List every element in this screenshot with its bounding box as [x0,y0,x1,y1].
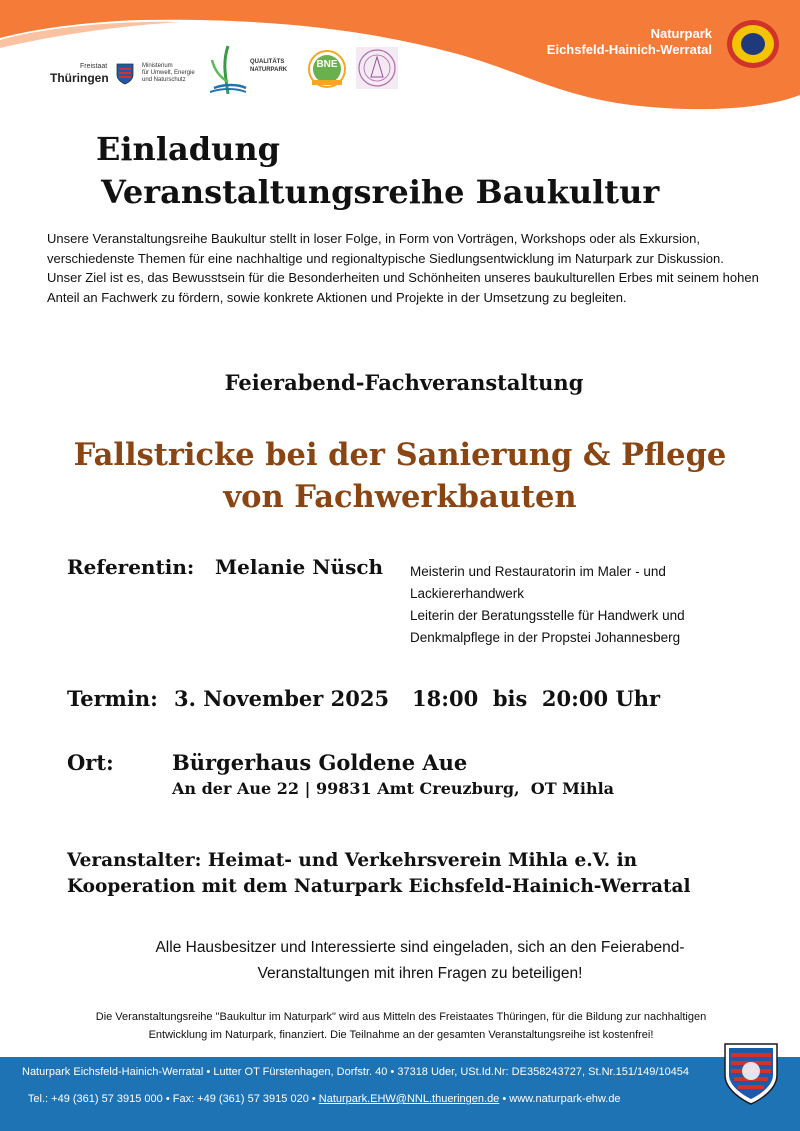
speaker-label: Referentin: [67,555,195,579]
ministry-line: für Umwelt, Energie [142,70,195,76]
invitation-line-2: Veranstaltungen mit ihren Fragen zu beteiligen! [257,965,583,982]
event-title [0,434,800,518]
funding-line-1: Die Veranstaltungsreihe "Baukultur im Naturpark" wird aus Mitteln des Freistaates Thüringen, für die Bildung zur nachhaltigen [95,1011,707,1023]
invitation-text [0,935,800,987]
ministry-text [142,63,195,84]
time-value: 18:00 bis 20:00 Uhr [412,686,661,711]
invitation-line-1: Alle Hausbesitzer und Interessierte sind eingeladen, sich an den Feierabend- [155,939,685,956]
place-address: An der Aue 22 | 99831 Amt Creuzburg, OT Mihla [172,779,615,798]
organizer-line-2: Kooperation mit dem Naturpark Eichsfeld-Hainich-Werratal [67,876,691,897]
speaker-desc-line: Meisterin und Restauratorin im Maler - und [410,564,666,579]
event-title-line-2: von Fachwerkbauten [223,479,577,515]
qualitaets-logo-text [250,58,287,74]
speaker-desc-line: Denkmalpflege in der Propstei Johannesberg [410,630,681,645]
place-name: Bürgerhaus Goldene Aue [172,750,468,775]
event-type: Feierabend-Fachveranstaltung [224,370,584,395]
footer-email-link[interactable]: Naturpark.EHW@NNL.thueringen.de [318,1093,500,1105]
thueringen-logo [48,63,138,89]
organizer-line-1: Veranstalter: Heimat- und Verkehrsverein Mihla e.V. in [67,850,638,871]
heading-einladung: Einladung [96,130,280,168]
funding-line-2: Entwicklung im Naturpark, finanziert. Die Teilnahme an der gesamten Veranstaltungsreihe ist kostenfrei! [148,1029,654,1041]
thueringen-logo-line2: Thüringen [50,71,109,85]
ministry-line: Ministerium [142,63,173,69]
heimatverein-stamp-icon [356,47,398,89]
intro-paragraph-2: Unser Ziel ist es, das Bewusstsein für die Besonderheiten und Schönheiten unseres baukulturellen Erbes mit seinem hohen Anteil an Fachwerk zu fördern, sowie konkrete Aktionen und Projekte in der Umsetzung zu begleiten. [47,270,759,305]
footer-phone-fax: Tel.: +49 (361) 57 3915 000 • Fax: +49 (361) 57 3915 020 • [27,1093,319,1105]
bne-logo-text: BNE [316,59,338,70]
speaker-desc-line: Leiterin der Beratungsstelle für Handwerk und [410,608,685,623]
intro-text [47,229,763,307]
thueringen-coat-of-arms-icon [722,1041,780,1107]
qualitaets-line1: QUALITÄTS [250,59,285,65]
qualitaets-naturpark-logo-icon [208,42,248,96]
naturpark-emblem-icon [725,18,781,70]
thueringen-logo-line1: Freistaat [80,63,108,70]
footer-address: Naturpark Eichsfeld-Hainich-Werratal • Lutter OT Fürstenhagen, Dorfstr. 40 • 37318 Uder, USt.Id.Nr: DE358243727, St.Nr.151/149/10454 [22,1066,690,1078]
qualitaets-line2: NATURPARK [250,67,288,73]
organizer [67,848,691,900]
heading-veranstaltungsreihe: Veranstaltungsreihe Baukultur [101,173,660,211]
intro-paragraph-1: Unsere Veranstaltungsreihe Baukultur stellt in loser Folge, in Form von Vorträgen, Workshops oder als Exkursion, verschiedenste Themen für eine nachhaltige und regionaltypische Siedlungsentwicklung im Naturpark zur Diskussion. [47,231,724,266]
place-label: Ort: [67,750,114,775]
ministry-line: und Naturschutz [142,77,186,83]
thueringen-crest-icon [116,63,134,85]
speaker-name: Melanie Nüsch [215,555,384,579]
date-label: Termin: [67,686,158,711]
brand-line-1: Naturpark [650,26,712,41]
speaker-desc-line: Lackiererhandwerk [410,586,525,601]
brand-line-2: Eichsfeld-Hainich-Werratal [546,42,712,57]
footer-website: • www.naturpark-ehw.de [499,1093,621,1105]
date-value: 3. November 2025 [174,686,390,711]
speaker-description [410,561,685,649]
footer-contact [22,1081,621,1105]
event-title-line-1: Fallstricke bei der Sanierung & Pflege [73,437,727,473]
brand-name [480,26,712,58]
funding-note [0,1008,800,1044]
